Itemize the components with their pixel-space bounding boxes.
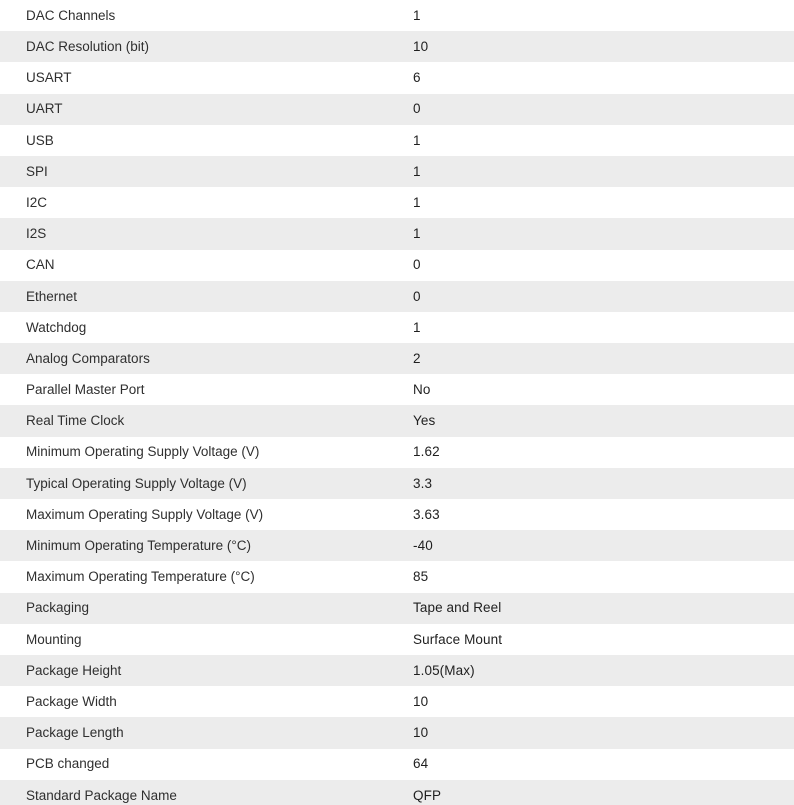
spec-row xyxy=(0,125,794,156)
spec-row xyxy=(0,499,794,530)
spec-row xyxy=(0,187,794,218)
spec-value: 85 xyxy=(413,569,429,585)
spec-value: -40 xyxy=(413,538,433,554)
spec-label: Packaging xyxy=(26,600,90,616)
spec-row xyxy=(0,593,794,624)
spec-value: 3.3 xyxy=(413,475,433,491)
spec-row xyxy=(0,343,794,374)
spec-value: 1.62 xyxy=(413,444,440,460)
spec-label: USART xyxy=(26,70,72,86)
spec-label: Analog Comparators xyxy=(26,350,150,366)
spec-row xyxy=(0,468,794,499)
spec-value: No xyxy=(413,382,431,398)
spec-value: 10 xyxy=(413,39,429,55)
spec-value: 1.05(Max) xyxy=(413,662,475,678)
spec-row xyxy=(0,437,794,468)
spec-label: Minimum Operating Supply Voltage (V) xyxy=(26,444,260,460)
spec-label: Package Width xyxy=(26,693,117,709)
spec-row xyxy=(0,218,794,249)
spec-label: I2S xyxy=(26,226,47,242)
spec-row xyxy=(0,94,794,125)
spec-label: USB xyxy=(26,132,54,148)
spec-label: CAN xyxy=(26,257,55,273)
spec-value: 10 xyxy=(413,693,429,709)
spec-label: Mounting xyxy=(26,631,82,647)
spec-row xyxy=(0,780,794,805)
spec-label: SPI xyxy=(26,163,48,179)
spec-label: Package Height xyxy=(26,662,122,678)
spec-label: Maximum Operating Temperature (°C) xyxy=(26,569,255,585)
spec-label: Real Time Clock xyxy=(26,413,125,429)
spec-value: 1 xyxy=(413,226,421,242)
spec-label: Typical Operating Supply Voltage (V) xyxy=(26,475,247,491)
spec-value: 1 xyxy=(413,163,421,179)
spec-label: Minimum Operating Temperature (°C) xyxy=(26,538,251,554)
spec-value: Yes xyxy=(413,413,436,429)
spec-value: 1 xyxy=(413,132,421,148)
spec-label: I2C xyxy=(26,194,48,210)
spec-value: 3.63 xyxy=(413,506,440,522)
spec-value: 6 xyxy=(413,70,421,86)
spec-row xyxy=(0,717,794,748)
spec-row xyxy=(0,0,794,31)
spec-label: DAC Resolution (bit) xyxy=(26,39,150,55)
spec-row xyxy=(0,749,794,780)
spec-value: 0 xyxy=(413,257,421,273)
spec-label: Package Length xyxy=(26,725,124,741)
spec-value: 1 xyxy=(413,194,421,210)
spec-row xyxy=(0,561,794,592)
spec-row xyxy=(0,312,794,343)
spec-row xyxy=(0,655,794,686)
spec-value: 1 xyxy=(413,319,421,335)
spec-value: 64 xyxy=(413,756,429,772)
spec-row xyxy=(0,31,794,62)
spec-label: UART xyxy=(26,101,63,117)
spec-label: Parallel Master Port xyxy=(26,382,145,398)
spec-label: Ethernet xyxy=(26,288,78,304)
spec-value: 0 xyxy=(413,288,421,304)
spec-value: Surface Mount xyxy=(413,631,503,647)
spec-value: QFP xyxy=(413,787,442,803)
spec-label: Maximum Operating Supply Voltage (V) xyxy=(26,506,264,522)
spec-value: 1 xyxy=(413,7,421,23)
spec-row xyxy=(0,686,794,717)
spec-row xyxy=(0,281,794,312)
spec-value: 2 xyxy=(413,350,421,366)
spec-label: PCB changed xyxy=(26,756,110,772)
spec-row xyxy=(0,374,794,405)
spec-row xyxy=(0,156,794,187)
spec-value: 10 xyxy=(413,725,429,741)
spec-value: 0 xyxy=(413,101,421,117)
spec-row xyxy=(0,624,794,655)
spec-row xyxy=(0,62,794,93)
spec-row xyxy=(0,405,794,436)
spec-label: DAC Channels xyxy=(26,7,116,23)
spec-row xyxy=(0,250,794,281)
spec-label: Standard Package Name xyxy=(26,787,177,803)
spec-value: Tape and Reel xyxy=(413,600,502,616)
spec-row xyxy=(0,530,794,561)
spec-label: Watchdog xyxy=(26,319,87,335)
